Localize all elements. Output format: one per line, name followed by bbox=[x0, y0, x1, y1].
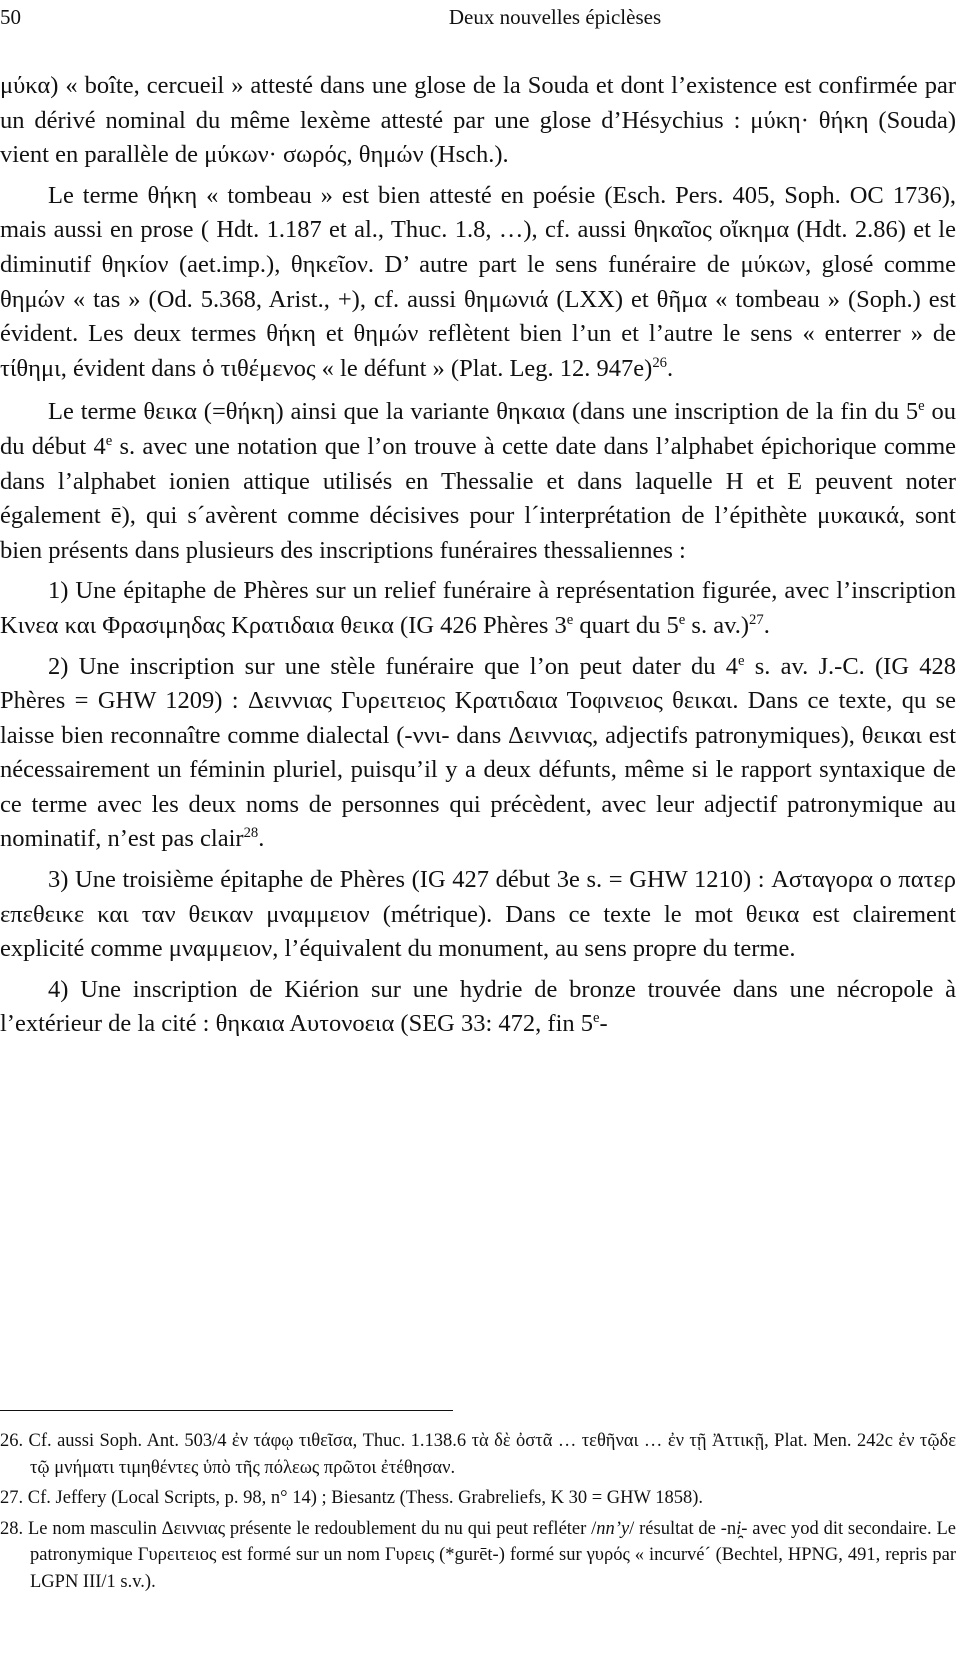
footnote-divider bbox=[0, 1410, 453, 1411]
footnote-26: 26. Cf. aussi Soph. Ant. 503/4 ἐν τάφῳ τιθεῖσα, Thuc. 1.138.6 τὰ δὲ ὀστᾶ … τεθῆναι … ἐν τῇ Ἀττικῇ, Plat. Men. 242c ἐν τῷδε τῷ μνήματι τιμηθέντες ὑπὸ τῆς πόλεως πρῶτοι ἐτέθησαν. bbox=[0, 1431, 957, 1478]
footnote-ref-26[interactable]: 26 bbox=[652, 354, 667, 371]
running-header bbox=[0, 2, 956, 32]
paragraph-inscription-3: 3) Une troisième épitaphe de Phères (IG 427 début 3e s. = GHW 1210) : Ασταγορα ο πατερ επεθεικε και ταν θεικαν μναμμειον (métrique). Dans ce texte le mot θεικα est clairement explicité comme μναμμειον, l’équivalent du monument, au sens propre du terme. bbox=[0, 866, 956, 963]
paragraph-inscription-2: 2) Une inscription sur une stèle funéraire que l’on peut dater du 4e s. av. J.-C. (IG 428 Phères = GHW 1209) : Δειννιας Γυρειτειος Κρατιδαια Τοφινειος θεικαι. Dans ce texte, qu se laisse bien reconnaître comme dialectal (-ννι- dans Δειννιας, adjectifs patronymiques), θεικαι est nécessairement un féminin pluriel, puisqu’il y a deux défunts, même si le rapport syntaxique de ce terme avec les deux noms de personnes qui précèdent, avec leur adjectif patronymique au nominatif, n’est pas clair$^{28}$. bbox=[0, 652, 956, 853]
paragraph-theika: Le terme θεικα (=θήκη) ainsi que la variante θηκαια (dans une inscription de la fin du 5e ou du début 4e s. avec une notation que l’on trouve à cette date dans l’alphabet épichorique comme dans l’alphabet ionien attique utilisés en Thessalie et dans laquelle H et E peuvent noter également ē), qui s´avèrent comme décisives pour l´interprétation de l’épithète μυκαικά, sont bien présents dans plusieurs des inscriptions funéraires thessaliennes : bbox=[0, 398, 956, 564]
paragraph-inscription-4: 4) Une inscription de Kiérion sur une hydrie de bronze trouvée dans une nécropole à l’extérieur de la cité : θηκαια Αυτονοεια (SEG 33: 472, fin 5e- bbox=[0, 975, 956, 1038]
footnote-27: 27. Cf. Jeffery (Local Scripts, p. 98, n° 14) ; Biesantz (Thess. Grabreliefs, K 30 = GHW 1858). bbox=[0, 1488, 704, 1508]
page-number: 50 bbox=[0, 5, 21, 29]
running-title: Deux nouvelles épiclèses bbox=[448, 5, 662, 29]
footnote-ref-27[interactable]: 27 bbox=[749, 611, 764, 628]
paragraph-theke: Le terme θήκη « tombeau » est bien attesté en poésie (Esch. Pers. 405, Soph. OC 1736), mais aussi en prose ( Hdt. 1.187 et al., Thuc. 1.8, …), cf. aussi θηκαῖος οἴκημα (Hdt. 2.86) et le diminutif θηκίον (aet.imp.), θηκεῖον. D’ autre part le sens funéraire de μύκων, glosé comme θημών « tas » (Od. 5.368, Arist., +), cf. aussi θημωνιά (LXX) et θῆμα « tombeau » (Soph.) est évident. Les deux termes θήκη et θημών reflètent bien l’un et l’autre le sens « enterrer » de τίθημι, évident dans ὁ τιθέμενος « le défunt » (Plat. Leg. 12. 947e)$^{26}$. bbox=[0, 181, 956, 382]
paragraph-inscription-1: 1) Une épitaphe de Phères sur un relief funéraire à représentation figurée, avec l’inscription Κινεα και Φρασιμηδας Κρατιδαια θεικα (IG 426 Phères 3e quart du 5e s. av.)$^{27}$. bbox=[0, 577, 956, 639]
footnote-ref-28[interactable]: 28 bbox=[243, 825, 259, 842]
paragraph-continuation: μύκα) « boîte, cercueil » attesté dans une glose de la Souda et dont l’existence est confirmée par un dérivé nominal du même lexème attesté par une glose d’Hésychius : μύκη· θήκη (Souda) vient en parallèle de μύκων· σωρός, θημών (Hsch.). bbox=[0, 72, 956, 169]
footnote-28: 28. Le nom masculin Δειννιας présente le redoublement du nu qui peut refléter /nn’y/ résultat de -ni̯- avec yod dit secondaire. Le patronymique Γυρειτειος est formé sur un nom Γυρεις (*gurēt-) formé sur γυρός « incurvé´ (Bechtel, HPNG, 491, repris par LGPN III/1 s.v.). bbox=[0, 1518, 956, 1592]
footnotes bbox=[0, 1428, 956, 1599]
body-text bbox=[0, 69, 956, 1042]
